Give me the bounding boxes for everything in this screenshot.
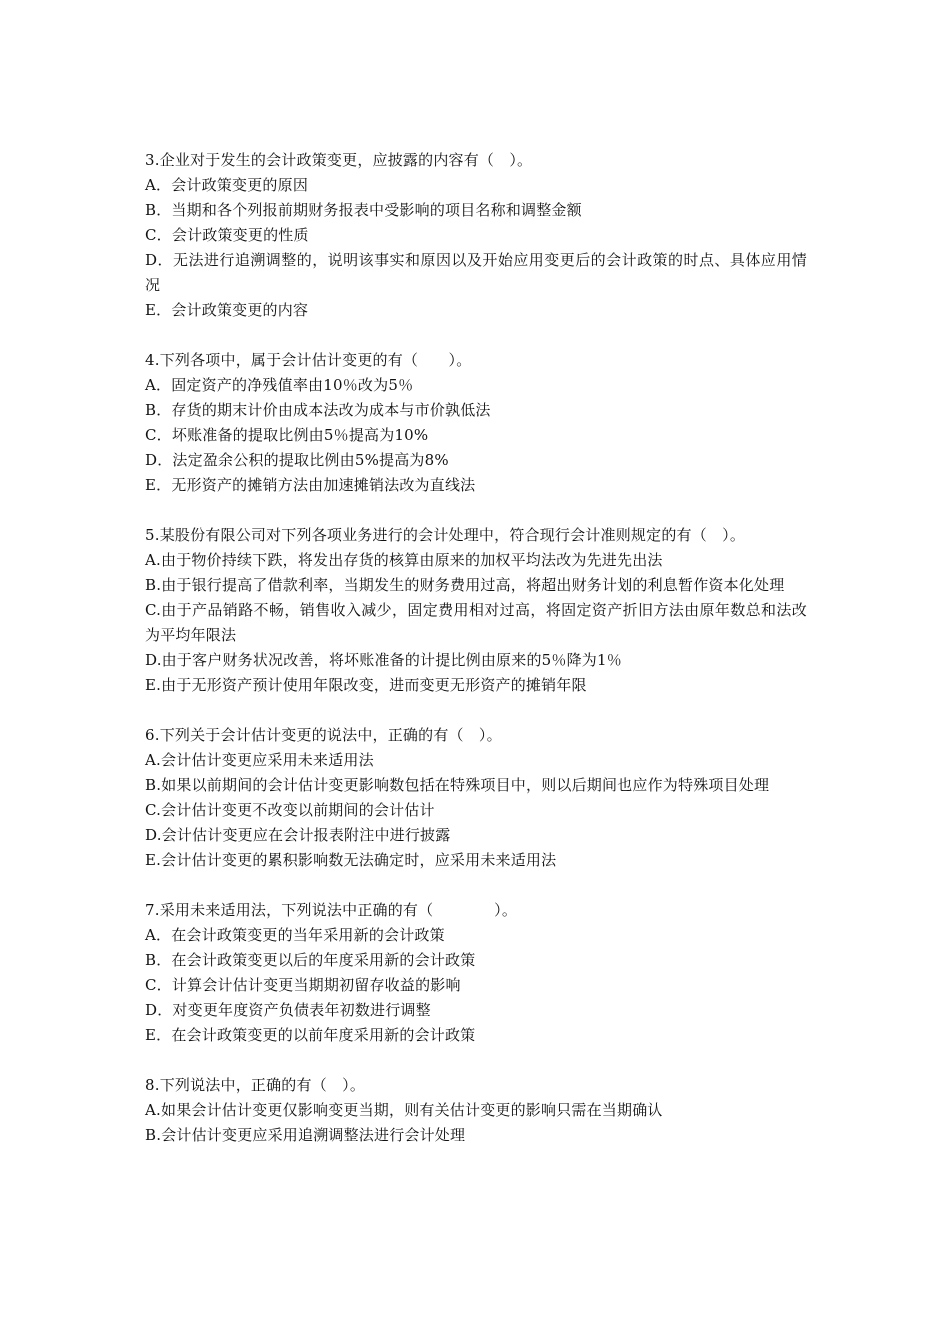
option-e: E.由于无形资产预计使用年限改变，进而变更无形资产的摊销年限 <box>145 676 587 694</box>
option-b: B．存货的期末计价由成本法改为成本与市价孰低法 <box>145 401 491 419</box>
question-stem: 8.下列说法中，正确的有（ ）。 <box>145 1076 366 1094</box>
option-d: D.由于客户财务状况改善，将坏账准备的计提比例由原来的5％降为1％ <box>145 651 622 669</box>
option-d: D．法定盈余公积的提取比例由5%提高为8% <box>145 451 449 469</box>
question-3 <box>145 148 807 323</box>
question-4 <box>145 348 807 498</box>
option-e: E．会计政策变更的内容 <box>145 301 309 319</box>
option-a: A.由于物价持续下跌，将发出存货的核算由原来的加权平均法改为先进先出法 <box>145 551 663 569</box>
option-c: C.由于产品销路不畅，销售收入减少，固定费用相对过高，将固定资产折旧方法由原年数总和法改为平均年限法 <box>145 601 807 644</box>
question-8 <box>145 1073 807 1148</box>
option-b: B．当期和各个列报前期财务报表中受影响的项目名称和调整金额 <box>145 201 582 219</box>
question-stem: 3.企业对于发生的会计政策变更，应披露的内容有（ ）。 <box>145 151 533 169</box>
option-e: E.会计估计变更的累积影响数无法确定时，应采用未来适用法 <box>145 851 557 869</box>
option-c: C．会计政策变更的性质 <box>145 226 309 244</box>
document-page <box>145 148 807 1173</box>
question-6 <box>145 723 807 873</box>
option-b: B.会计估计变更应采用追溯调整法进行会计处理 <box>145 1126 466 1144</box>
option-b: B．在会计政策变更以后的年度采用新的会计政策 <box>145 951 476 969</box>
option-a: A.会计估计变更应采用未来适用法 <box>145 751 374 769</box>
option-a: A.如果会计估计变更仅影响变更当期，则有关估计变更的影响只需在当期确认 <box>145 1101 663 1119</box>
option-b: B.由于银行提高了借款利率，当期发生的财务费用过高，将超出财务计划的利息暂作资本化处理 <box>145 576 785 594</box>
option-a: A．在会计政策变更的当年采用新的会计政策 <box>145 926 445 944</box>
option-c: C．坏账准备的提取比例由5％提高为10% <box>145 426 429 444</box>
option-d: D．无法进行追溯调整的，说明该事实和原因以及开始应用变更后的会计政策的时点、具体应用情况 <box>145 251 807 294</box>
option-a: A．会计政策变更的原因 <box>145 176 309 194</box>
question-stem: 6.下列关于会计估计变更的说法中，正确的有（ ）。 <box>145 726 502 744</box>
option-d: D．对变更年度资产负债表年初数进行调整 <box>145 1001 431 1019</box>
option-b: B.如果以前期间的会计估计变更影响数包括在特殊项目中，则以后期间也应作为特殊项目处理 <box>145 776 770 794</box>
question-stem: 4.下列各项中，属于会计估计变更的有（ ）。 <box>145 351 472 369</box>
option-e: E．在会计政策变更的以前年度采用新的会计政策 <box>145 1026 476 1044</box>
question-stem: 7.采用未来适用法，下列说法中正确的有（ ）。 <box>145 901 518 919</box>
option-c: C.会计估计变更不改变以前期间的会计估计 <box>145 801 435 819</box>
question-7 <box>145 898 807 1048</box>
option-a: A．固定资产的净残值率由10％改为5％ <box>145 376 414 394</box>
question-5 <box>145 523 807 698</box>
option-c: C．计算会计估计变更当期期初留存收益的影响 <box>145 976 461 994</box>
option-e: E．无形资产的摊销方法由加速摊销法改为直线法 <box>145 476 476 494</box>
question-stem: 5.某股份有限公司对下列各项业务进行的会计处理中，符合现行会计准则规定的有（ ）。 <box>145 526 746 544</box>
option-d: D.会计估计变更应在会计报表附注中进行披露 <box>145 826 451 844</box>
